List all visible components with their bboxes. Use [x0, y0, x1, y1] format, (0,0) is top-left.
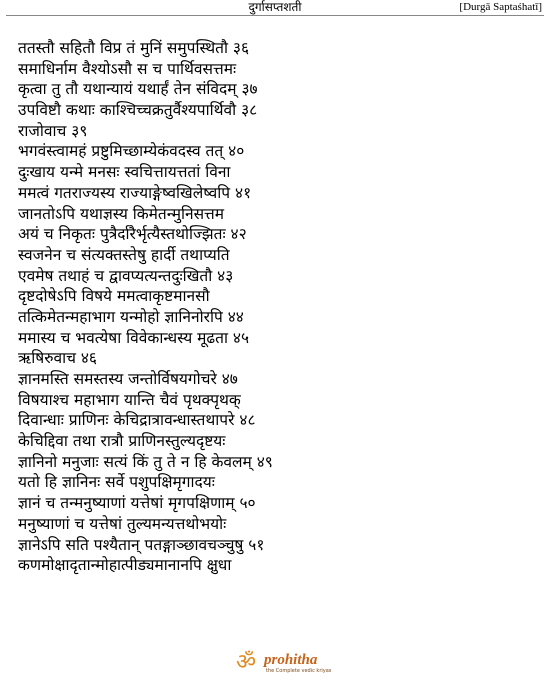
om-icon: ॐ — [236, 650, 257, 675]
verse-line: मनुष्याणां च यत्तेषां तुल्यमन्यत्तथोभयोः — [18, 514, 227, 533]
verse-line: तत्किमेतन्महाभाग यन्मोहो ज्ञानिनोरपि ४४ — [18, 307, 244, 326]
verse-line: समाधिर्नाम वैश्योऽसौ स च पार्थिवसत्तमः — [18, 59, 237, 78]
verse-line: जानतोऽपि यथाज्ञस्य किमेतन्मुनिसत्तम — [18, 204, 225, 223]
verse-line: एवमेष तथाहं च द्वावप्यत्यन्तदुःखितौ ४३ — [18, 266, 234, 285]
verse-line: उपविष्टौ कथाः काश्चिच्चक्रतुर्वैश्यपार्थिवौ ३८ — [18, 101, 258, 120]
verse-line: ततस्तौ सहितौ विप्र तं मुनिं समुपस्थितौ ३६ — [18, 39, 250, 57]
verse-line: विषयाश्च महाभाग यान्ति चैवं पृथक्पृथक् — [18, 390, 241, 409]
header-title-transliterated: [Durgā Saptaśhatī] — [459, 1, 542, 13]
verse-line: राजोवाच ३९ — [18, 121, 88, 140]
verse-line: ज्ञानमस्ति समस्तस्य जन्तोर्विषयगोचरे ४७ — [18, 370, 238, 388]
header-title-devanagari: दुर्गासप्तशती — [248, 0, 302, 14]
verse-line: दृष्टदोषेऽपि विषये ममत्वाकृष्टमानसौ — [18, 287, 210, 306]
verse-line: ऋषिरुवाच ४६ — [18, 349, 97, 368]
verse-line: अयं च निकृतः पुत्रैर्दारैर्भृत्यैस्तथोज्झितः ४२ — [18, 225, 247, 244]
verse-line: ममत्वं गतराज्यस्य राज्याङ्गेष्वखिलेष्वपि ४१ — [18, 183, 252, 202]
verse-line: स्वजनेन च संत्यक्तस्तेषु हार्दी तथाप्यति — [18, 245, 230, 264]
verse-line: कृत्वा तु तौ यथान्यायं यथार्हं तेन संविदम् ३७ — [18, 80, 258, 99]
verse-list — [18, 38, 538, 576]
verse-line: ज्ञानिनो मनुजाः सत्यं किं तु ते न हि केवलम् ४९ — [18, 452, 273, 471]
verse-line: भगवंस्त्वामहं प्रष्टुमिच्छाम्येकंवदस्व तत् ४० — [18, 142, 245, 161]
verse-line: यतो हि ज्ञानिनः सर्वे पशुपक्षिमृगादयः — [18, 473, 215, 492]
verse-line: ज्ञानेऽपि सति पश्यैतान् पतङ्गाञ्छावचञ्चुषु ५१ — [18, 535, 265, 554]
prohitha-logo — [236, 650, 346, 676]
verse-line: ज्ञानं च तन्मनुष्याणां यत्तेषां मृगपक्षिणाम् ५० — [18, 494, 256, 513]
verse-line: ममास्य च भवत्येषा विवेकान्धस्य मूढता ४५ — [18, 328, 250, 347]
header-divider — [6, 15, 544, 16]
verse-line: कणमोक्षादृतान्मोहात्पीड्यमानानपि क्षुधा — [18, 556, 232, 575]
verse-line: केचिद्दिवा तथा रात्रौ प्राणिनस्तुल्यदृष्टयः — [18, 432, 226, 451]
logo-tagline: the Complete vedic kriyas — [266, 668, 332, 674]
verse-line: दुःखाय यन्मे मनसः स्वचित्तायत्ततां विना — [18, 163, 231, 182]
logo-wordmark: prohitha — [264, 652, 318, 668]
page-header — [0, 0, 550, 14]
verse-line: दिवान्धाः प्राणिनः केचिद्रात्रावन्धास्तथापरे ४८ — [18, 411, 256, 430]
